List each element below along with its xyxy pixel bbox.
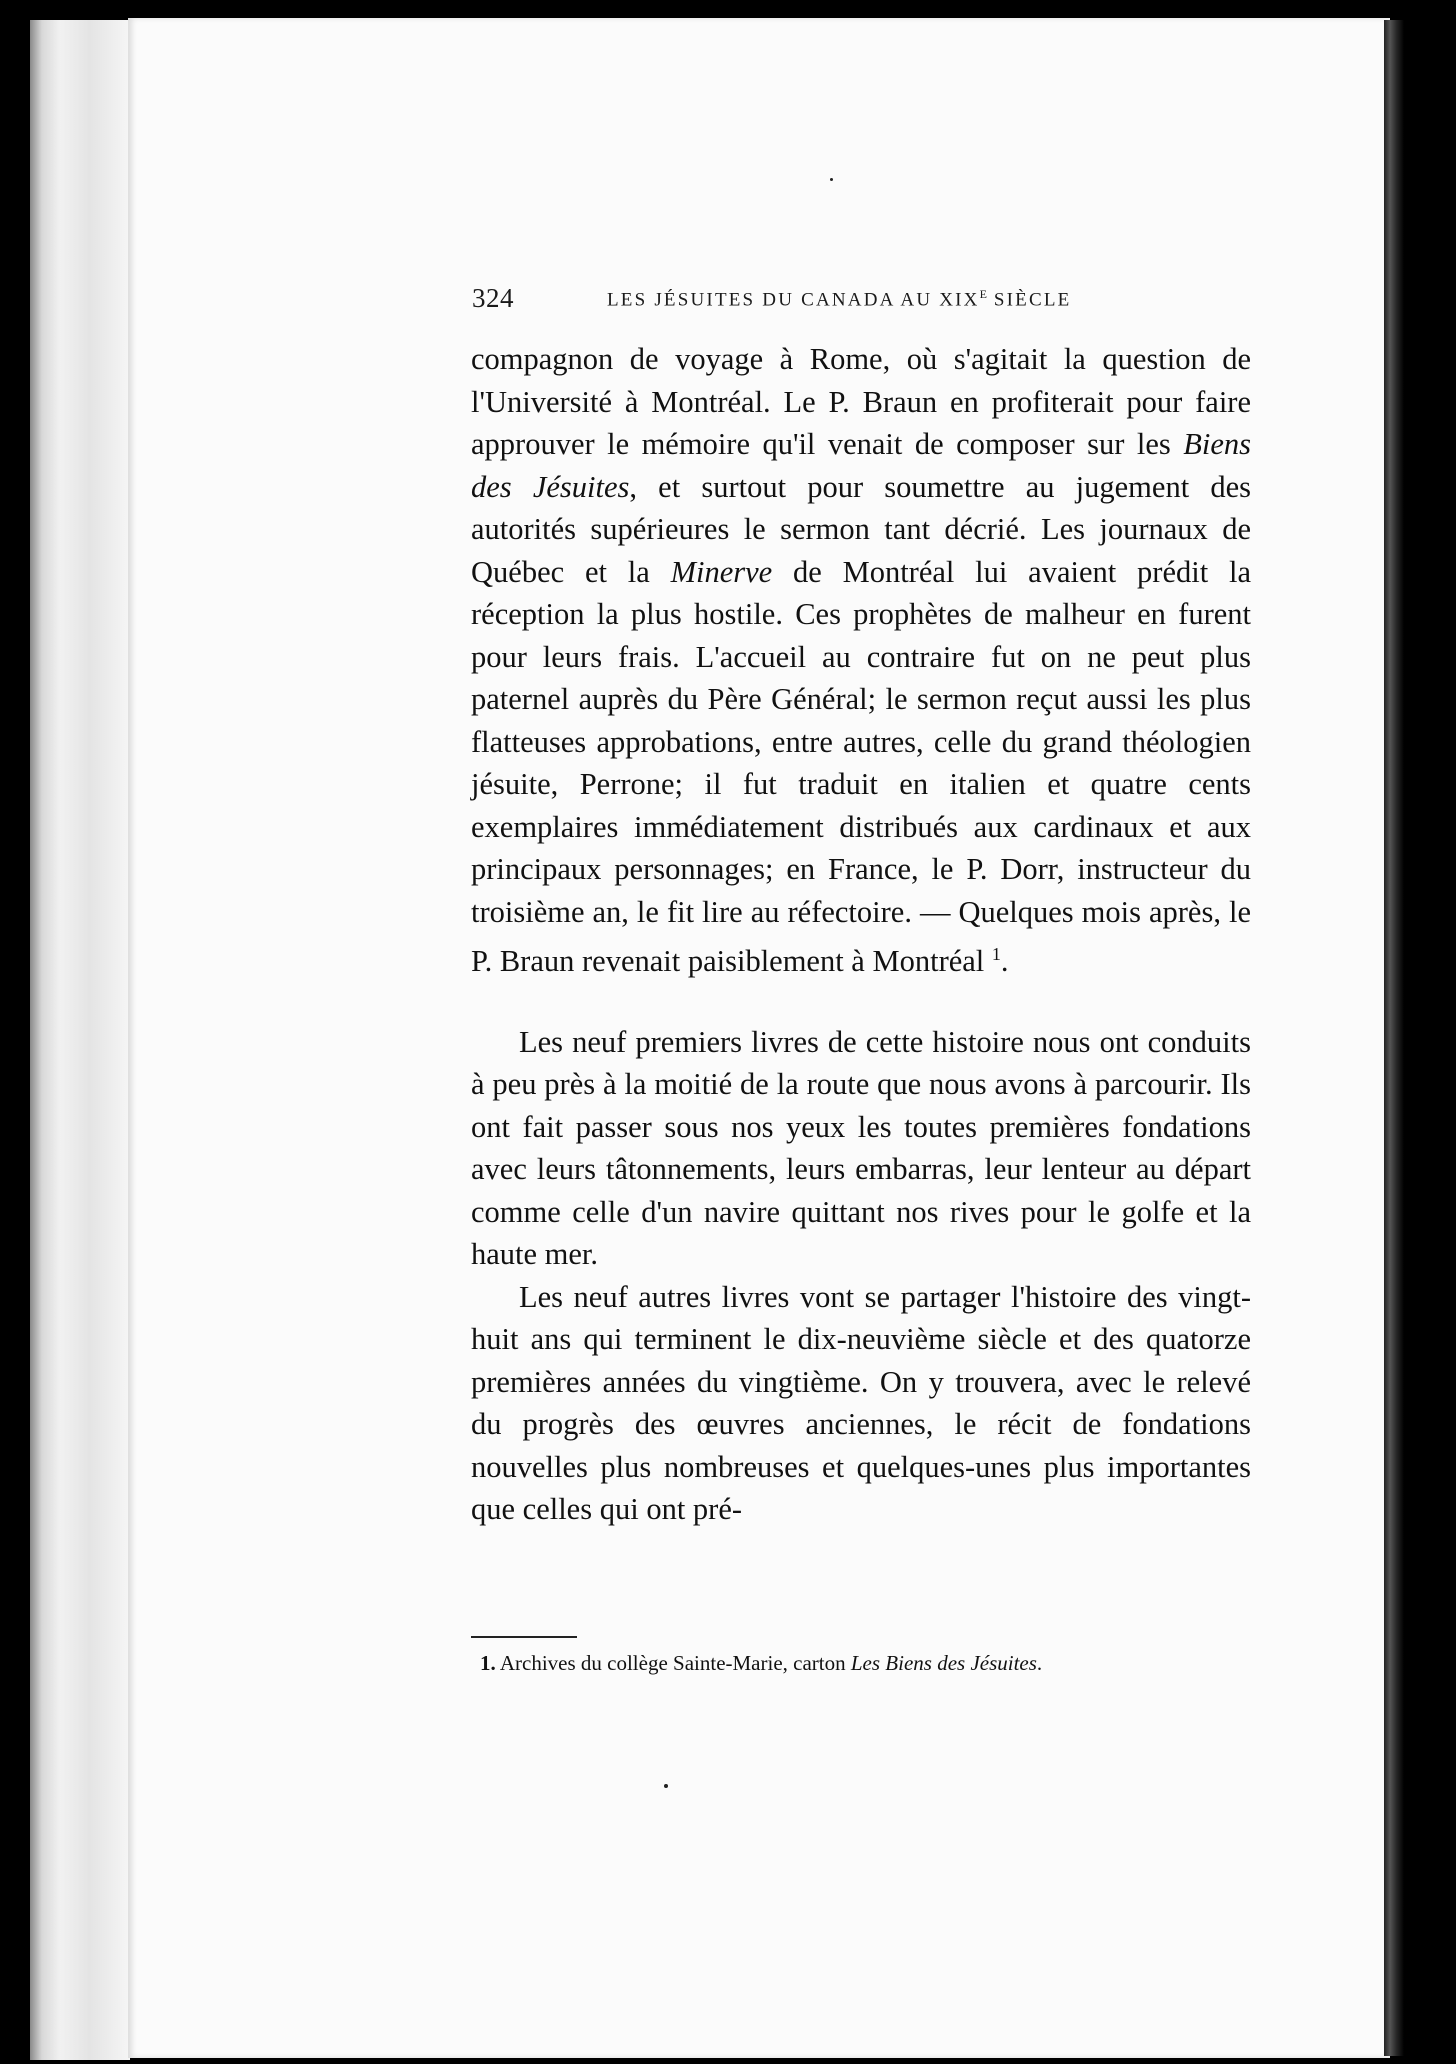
- paragraph-2: Les neuf premiers livres de cette histoire nous ont conduits à peu près à la moitié de la route que nous avons à parcourir. Ils ont fait passer sous nos yeux les toutes premières fondations avec leurs tâtonnements, leurs embarras, leur lenteur au départ comme celle d'un navire quittant nos rives pour le golfe et la haute mer.: [471, 1024, 1251, 1272]
- page-number: 324: [472, 283, 514, 313]
- paragraph-3: Les neuf autres livres vont se partager l'histoire des vingt-huit ans qui terminent le dix-neuvième siècle et des quatorze premières années du vingtième. On y trouvera, avec le relevé du progrès des œuvres anciennes, le récit de fondations nouvelles plus nombreuses et quelques-unes plus importantes que celles qui ont pré-: [471, 1279, 1251, 1527]
- footnote-number: 1.: [480, 1651, 496, 1675]
- running-head-superscript: E: [979, 287, 987, 301]
- running-head-end: SIÈCLE: [986, 289, 1072, 311]
- title-biens-des-jesuites: Biens des Jésuites: [471, 427, 1251, 504]
- footnote-end: .: [1036, 1651, 1043, 1675]
- running-head-text: LES JÉSUITES DU CANADA AU XIX: [607, 289, 980, 311]
- right-page-edge: [1384, 20, 1404, 2056]
- body-text: [471, 338, 1251, 1531]
- paragraph-1-end: .: [1000, 944, 1009, 979]
- title-minerve: Minerve: [670, 554, 773, 589]
- running-head: [607, 287, 1071, 311]
- paragraph-1-text-a: compagnon de voyage à Rome, où s'agitait la question de l'Université à Montréal. Le P. Braun en profiterait pour faire approuver le mémoire qu'il venait de composer sur les: [471, 342, 1251, 461]
- footnote-rule: [471, 1636, 577, 1638]
- footnote-text: Archives du collège Sainte-Marie, carton: [495, 1651, 851, 1675]
- page-stack-edge: [30, 20, 130, 2060]
- speck-mark: [664, 1784, 668, 1788]
- page-header: [472, 283, 1120, 323]
- speck-mark: [830, 178, 833, 181]
- footnote-italic-title: Les Biens des Jésuites: [850, 1651, 1037, 1675]
- paragraph-1: [471, 338, 1251, 983]
- paragraph-1-text-b: , et surtout pour soumettre au jugement des autorités supérieures le sermon tant décrié. Les journaux de Québec et la: [471, 469, 1251, 589]
- paragraph-1-text-c: de Montréal lui avaient prédit la réception la plus hostile. Ces prophètes de malheur en furent pour leurs frais. L'accueil au contraire fut on ne peut plus paternel auprès du Père Général; le sermon reçut aussi les plus flatteuses approbations, entre autres, celle du grand théologien jésuite, Perrone; il fut traduit en italien et quatre cents exemplaires immédiatement distribués aux cardinaux et aux principaux personnages; en France, le P. Dorr, instructeur du troisième an, le fit lire au réfectoire. — Quelques mois après, le P. Braun revenait paisiblement à Montréal: [471, 554, 1251, 979]
- footnote-reference: 1: [991, 944, 1001, 964]
- footnote: [480, 1648, 1255, 1678]
